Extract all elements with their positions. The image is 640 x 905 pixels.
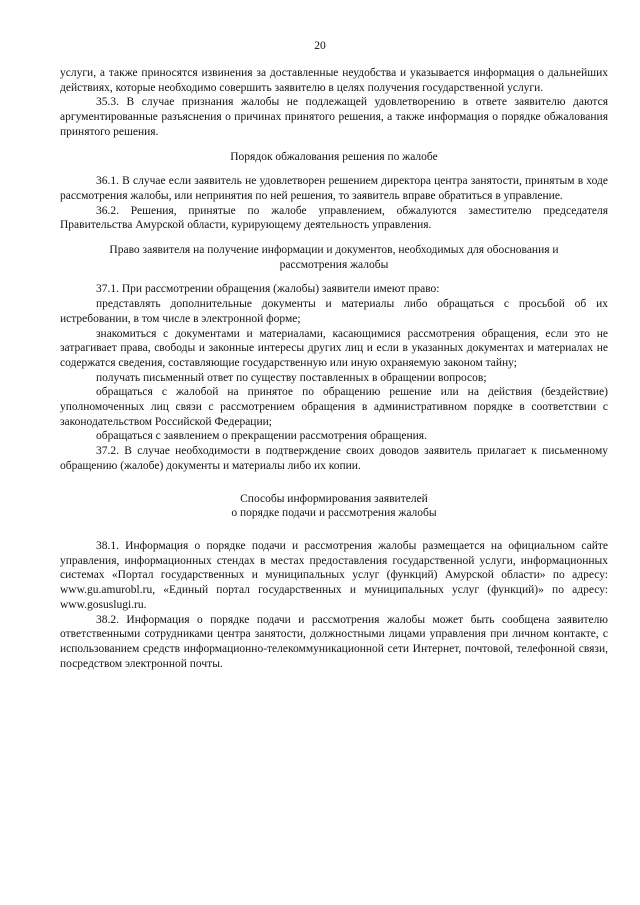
heading-applicant-rights	[60, 243, 608, 272]
paragraph-right-submit-docs: представлять дополнительные документы и материалы либо обращаться с просьбой об их истребовании, в том числе в электронной форме;	[60, 298, 608, 325]
paragraph-right-review-materials: знакомиться с документами и материалами, касающимися рассмотрения обращения, если это не затрагивает права, свободы и законные интересы других лиц и если в указанных документах и материалах не содержатся сведения, составляющие государственную или иную охраняемую законом тайну;	[60, 327, 608, 369]
paragraph-37-2: 37.2. В случае необходимости в подтверждение своих доводов заявитель прилагает к письменному обращению (жалобе) документы и материалы либо их копии.	[60, 445, 608, 472]
heading-appeal-procedure: Порядок обжалования решения по жалобе	[230, 150, 438, 163]
heading-inform-methods	[60, 492, 608, 521]
document-body	[60, 66, 608, 671]
heading-applicant-rights-line1: Право заявителя на получение информации и документов, необходимых для обоснования и	[109, 244, 559, 257]
paragraph-38-2: 38.2. Информация о порядке подачи и рассмотрения жалобы может быть сообщена заявителю ответственными сотрудниками центра занятости, должностными лицами управления при личном контакте, с использованием средств информационно-телекоммуникационной сети Интернет, почтовой, телефонной связи, посредством электронной почты.	[60, 613, 608, 670]
page-number: 20	[314, 40, 326, 52]
paragraph-continuation: услуги, а также приносятся извинения за доставленные неудобства и указывается информация о дальнейших действиях, которые необходимо совершить заявителю в целях получения государственной услуги.	[60, 67, 608, 94]
heading-inform-methods-line1: Способы информирования заявителей	[240, 492, 428, 505]
paragraph-right-complain: обращаться с жалобой на принятое по обращению решение или на действия (бездействие) уполномоченных лиц связи с рассмотрением обращения в административном порядке в соответствии с законодательством Российской Федерации;	[60, 386, 608, 428]
paragraph-37-1: 37.1. При рассмотрении обращения (жалобы) заявители имеют право:	[96, 283, 440, 296]
heading-inform-methods-line2: о порядке подачи и рассмотрения жалобы	[231, 507, 437, 520]
paragraph-36-2: 36.2. Решения, принятые по жалобе управлением, обжалуются заместителю председателя Правительства Амурской области, курирующему деятельность управления.	[60, 204, 608, 232]
paragraph-38-1: 38.1. Информация о порядке подачи и рассмотрения жалобы размещается на официальном сайте управления, информационных стендах в местах предоставления государственной услуги, информационных системах «Портал государственных и муниципальных услуг (функций) Амурской области» по адресу: www.gu.amurobl.ru, «Единый портал государственных и муниципальных услуг (функций)» по адресу: www.gosuslugi.ru.	[60, 539, 608, 611]
paragraph-35-3: 35.3. В случае признания жалобы не подлежащей удовлетворению в ответе заявителю даются аргументированные разъяснения о причинах принятого решения, а также информация о порядке обжалования принятого решения.	[60, 96, 608, 138]
heading-applicant-rights-line2: рассмотрения жалобы	[279, 258, 389, 271]
paragraph-36-1: 36.1. В случае если заявитель не удовлетворен решением директора центра занятости, принятым в ходе рассмотрения жалобы, или непринятия по ней решения, то заявитель вправе обратиться в управление.	[60, 175, 608, 202]
paragraph-right-terminate: обращаться с заявлением о прекращении рассмотрения обращения.	[96, 430, 427, 443]
paragraph-right-written-answer: получать письменный ответ по существу поставленных в обращении вопросов;	[96, 371, 487, 384]
